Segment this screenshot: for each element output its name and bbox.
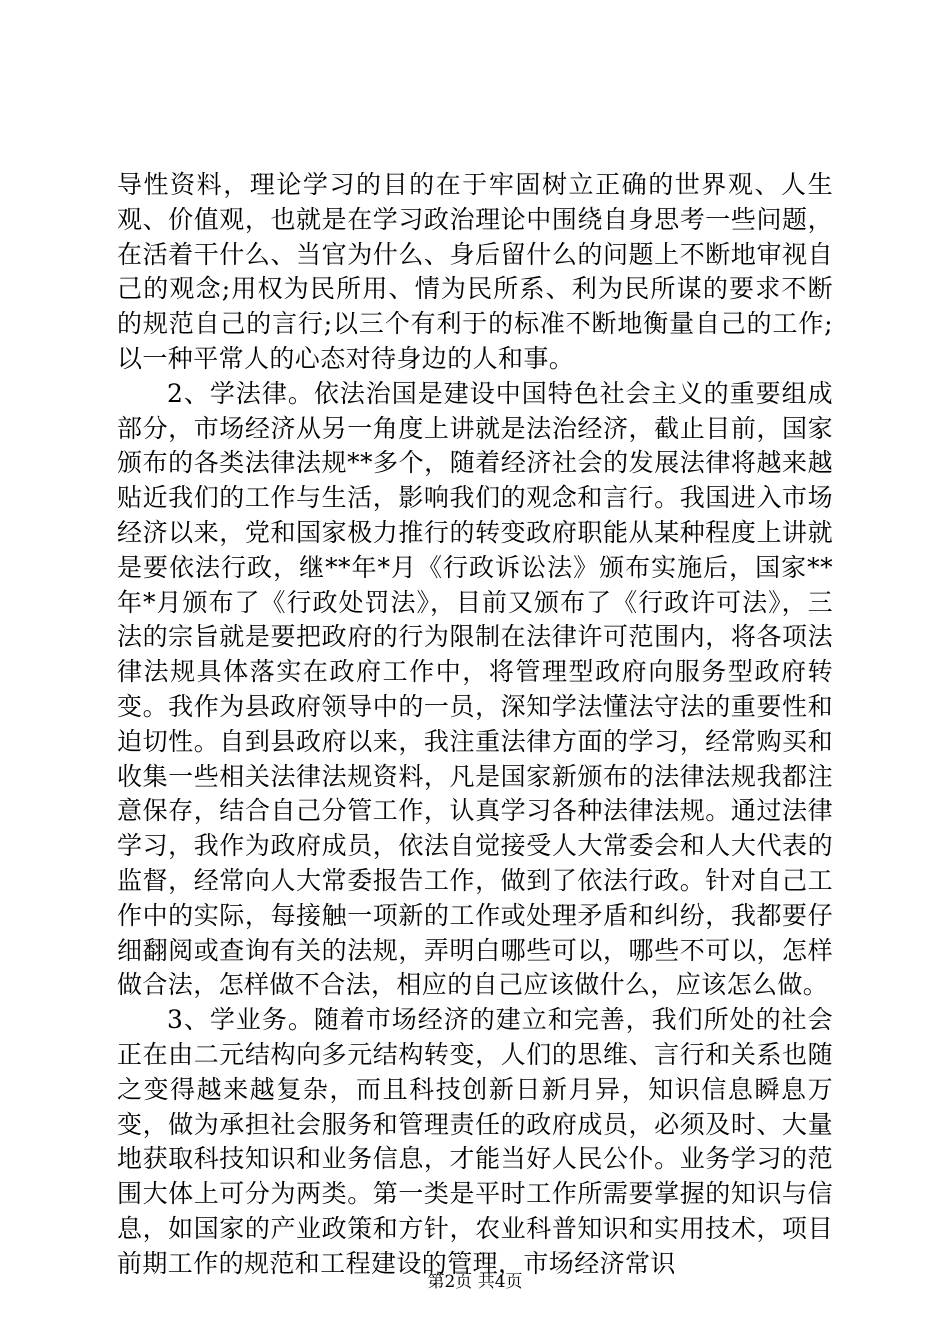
document-body: [117, 168, 833, 1282]
paragraph-study-law: 2、学法律。依法治国是建设中国特色社会主义的重要组成部分，市场经济从另一角度上讲就是法治经济，截止目前，国家颁布的各类法律法规**多个，随着经济社会的发展法律将越来越贴近我们的工作与生活，影响我们的观念和言行。我国进入市场经济以来，党和国家极力推行的转变政府职能从某种程度上讲就是要依法行政，继**年*月《行政诉讼法》颁布实施后，国家**年*月颁布了《行政处罚法》，目前又颁布了《行政许可法》，三法的宗旨就是要把政府的行为限制在法律许可范围内，将各项法律法规具体落实在政府工作中，将管理型政府向服务型政府转变。我作为县政府领导中的一员，深知学法懂法守法的重要性和迫切性。自到县政府以来，我注重法律方面的学习，经常购买和收集一些相关法律法规资料，凡是国家新颁布的法律法规我都注意保存，结合自己分管工作，认真学习各种法律法规。通过法律学习，我作为政府成员，依法自觉接受人大常委会和人大代表的监督，经常向人大常委报告工作，做到了依法行政。针对自己工作中的实际，每接触一项新的工作或处理矛盾和纠纷，我都要仔细翻阅或查询有关的法规，弄明白哪些可以，哪些不可以，怎样做合法，怎样做不合法，相应的自己应该做什么，应该怎么做。: [117, 378, 833, 1000]
page-number-footer: 第2页 共4页: [427, 1272, 523, 1292]
paragraph-continuation: 导性资料，理论学习的目的在于牢固树立正确的世界观、人生观、价值观，也就是在学习政治理论中围绕自身思考一些问题，在活着干什么、当官为什么、身后留什么的问题上不断地审视自己的观念;用权为民所用、情为民所系、利为民所谋的要求不断的规范自己的言行;以三个有利于的标准不断地衡量自己的工作;以一种平常人的心态对待身边的人和事。: [117, 170, 833, 373]
paragraph-study-business: 3、学业务。随着市场经济的建立和完善，我们所处的社会正在由二元结构向多元结构转变，人们的思维、言行和关系也随之变得越来越复杂，而且科技创新日新月异，知识信息瞬息万变，做为承担社会服务和管理责任的政府成员，必须及时、大量地获取科技知识和业务信息，才能当好人民公仆。业务学习的范围大体上可分为两类。第一类是平时工作所需要掌握的知识与信息，如国家的产业政策和方针，农业科普知识和实用技术，项目前期工作的规范和工程建设的管理，市场经济常识: [117, 1005, 833, 1278]
